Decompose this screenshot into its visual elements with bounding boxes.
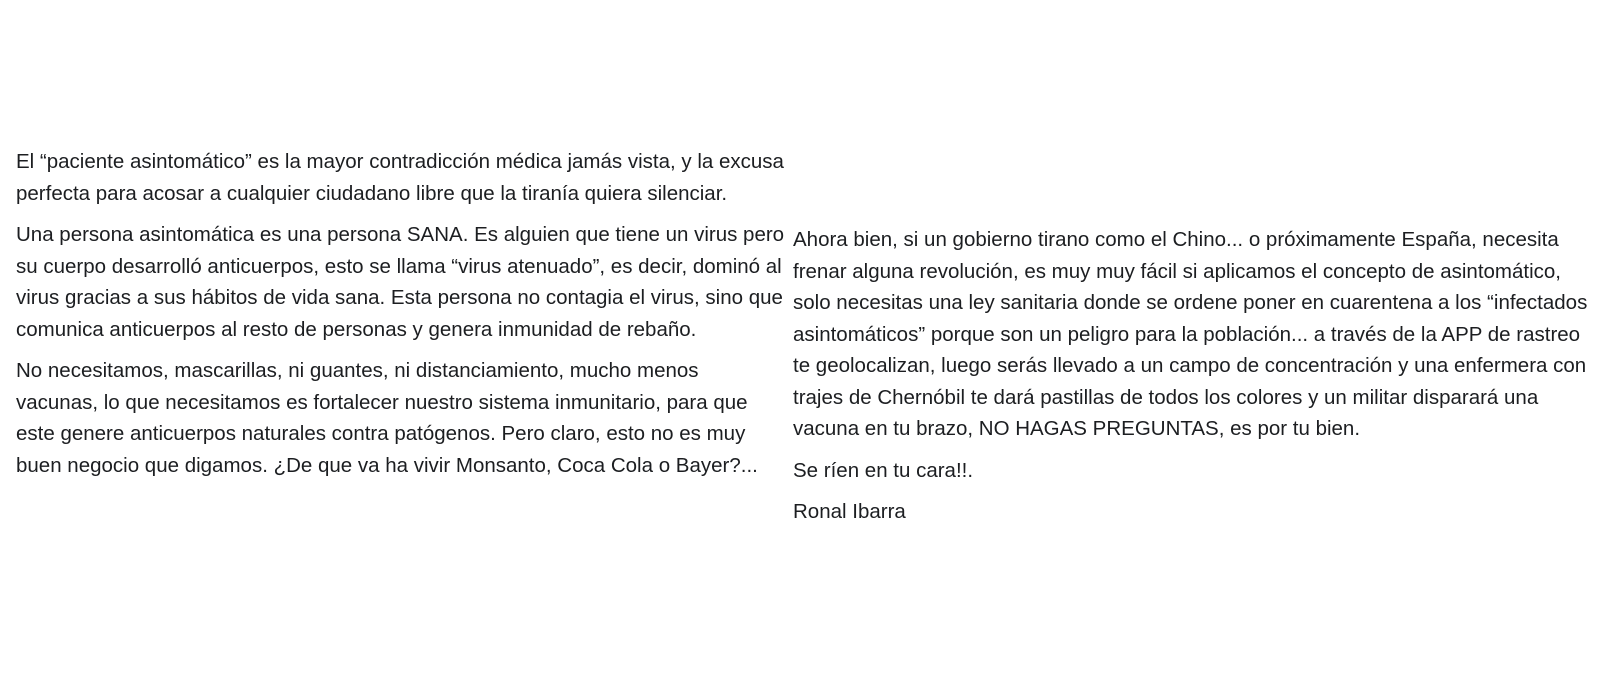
paragraph-immune-system: No necesitamos, mascarillas, ni guantes, ni distanciamiento, mucho menos vacunas, lo que necesitamos es fortalecer nuestro sistema inmunitario, para que este genere anticuerpos naturales contra patógenos. Pero claro, esto no es muy buen negocio que digamos. ¿De que va ha vivir Monsanto, Coca Cola o Bayer?... <box>16 359 758 477</box>
paragraph-tyrant-government: Ahora bien, si un gobierno tirano como el Chino... o próximamente España, necesita frenar alguna revolución, es muy muy fácil si aplicamos el concepto de asintomático, solo necesitas una ley sanitaria donde se ordene poner en cuarentena a los “infectados asintomáticos” porque son un peligro para la población... a través de la APP de rastreo te geolocalizan, luego serás llevado a un campo de concentración y una enfermera con trajes de Chernóbil te dará pastillas de todos los colores y un militar disparará una vacuna en tu brazo, NO HAGAS PREGUNTAS, es por tu bien. <box>793 228 1588 440</box>
paragraph-laughing: Se ríen en tu cara!!. <box>793 458 974 482</box>
paragraph-healthy-person: Una persona asintomática es una persona SANA. Es alguien que tiene un virus pero su cuerpo desarrolló anticuerpos, esto se llama “virus atenuado”, es decir, dominó al virus gracias a sus hábitos de vida sana. Esta persona no contagia el virus, sino que comunica anticuerpos al resto de personas y genera inmunidad de rebaño. <box>16 223 785 341</box>
author-signature: Ronal Ibarra <box>793 500 906 523</box>
right-text-column <box>793 224 1593 538</box>
paragraph-asymptomatic-contradiction: El “paciente asintomático” es la mayor contradicción médica jamás vista, y la excusa perfecta para acosar a cualquier ciudadano libre que la tiranía quiera silenciar. <box>16 150 784 205</box>
left-text-column <box>16 146 786 491</box>
